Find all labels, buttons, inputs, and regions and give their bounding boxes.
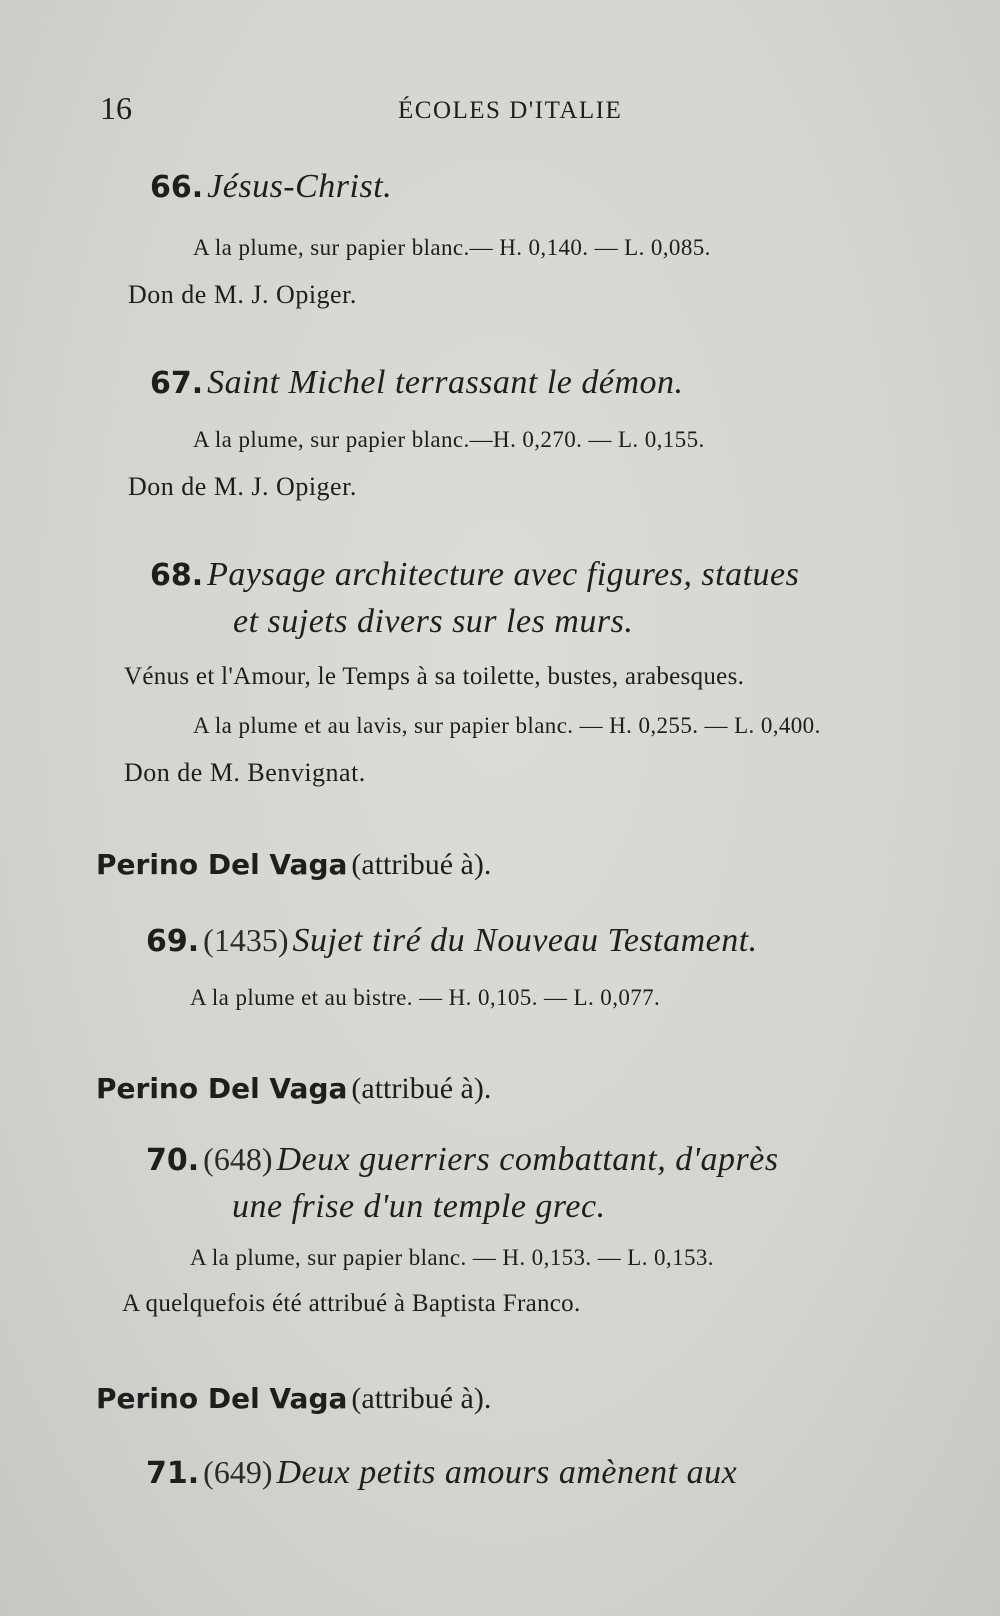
entry-68-description: Vénus et l'Amour, le Temps à sa toilette, bustes, arabesques. bbox=[124, 663, 745, 690]
entry-70-heading bbox=[146, 1141, 779, 1179]
artist-name: Perino Del Vaga bbox=[96, 1072, 348, 1105]
artist-attribution: (attribué à). bbox=[351, 1382, 492, 1415]
artist-heading bbox=[96, 1382, 491, 1416]
artist-name: Perino Del Vaga bbox=[96, 1382, 348, 1415]
artist-name: Perino Del Vaga bbox=[96, 848, 348, 881]
entry-70-title-line2: une frise d'un temple grec. bbox=[232, 1188, 606, 1225]
artist-attribution: (attribué à). bbox=[351, 848, 492, 881]
catalog-number: (648) bbox=[203, 1141, 273, 1177]
entry-title: Jésus-Christ. bbox=[207, 168, 393, 205]
entry-67-technique: A la plume, sur papier blanc.—H. 0,270. — L. 0,155. bbox=[193, 427, 705, 452]
page-number: 16 bbox=[100, 90, 132, 126]
artist-heading bbox=[96, 1072, 491, 1106]
entry-title: Deux petits amours amènent aux bbox=[276, 1454, 738, 1491]
entry-title-line1: Deux guerriers combattant, d'après bbox=[276, 1141, 779, 1178]
entry-69-heading bbox=[146, 922, 758, 960]
entry-number: 70. bbox=[146, 1143, 200, 1178]
entry-number: 68. bbox=[150, 558, 204, 593]
artist-heading bbox=[96, 848, 491, 882]
entry-number: 66. bbox=[150, 170, 204, 205]
entry-number: 69. bbox=[146, 924, 200, 959]
running-head: ÉCOLES D'ITALIE bbox=[398, 97, 623, 124]
entry-67-provenance: Don de M. J. Opiger. bbox=[128, 472, 357, 501]
entry-68-title-line2: et sujets divers sur les murs. bbox=[233, 603, 634, 640]
entry-71-heading bbox=[146, 1454, 737, 1492]
entry-70-technique: A la plume, sur papier blanc. — H. 0,153. — L. 0,153. bbox=[190, 1245, 714, 1270]
entry-66-technique: A la plume, sur papier blanc.— H. 0,140. — L. 0,085. bbox=[193, 235, 711, 260]
entry-68-technique: A la plume et au lavis, sur papier blanc. — H. 0,255. — L. 0,400. bbox=[193, 713, 821, 738]
entry-69-technique: A la plume et au bistre. — H. 0,105. — L. 0,077. bbox=[190, 985, 661, 1010]
entry-67-heading bbox=[150, 364, 684, 402]
entry-68-provenance: Don de M. Benvignat. bbox=[124, 758, 366, 787]
entry-title: Sujet tiré du Nouveau Testament. bbox=[292, 922, 758, 959]
entry-68-heading bbox=[150, 556, 799, 594]
catalog-number: (1435) bbox=[203, 922, 289, 958]
entry-66-heading bbox=[150, 168, 392, 206]
catalog-number: (649) bbox=[203, 1454, 273, 1490]
entry-number: 71. bbox=[146, 1456, 200, 1491]
entry-number: 67. bbox=[150, 366, 204, 401]
artist-attribution: (attribué à). bbox=[351, 1072, 492, 1105]
entry-70-note: A quelquefois été attribué à Baptista Franco. bbox=[122, 1290, 581, 1317]
entry-66-provenance: Don de M. J. Opiger. bbox=[128, 280, 357, 309]
entry-title: Saint Michel terrassant le démon. bbox=[207, 364, 684, 401]
entry-title-line1: Paysage architecture avec figures, statues bbox=[207, 556, 800, 593]
